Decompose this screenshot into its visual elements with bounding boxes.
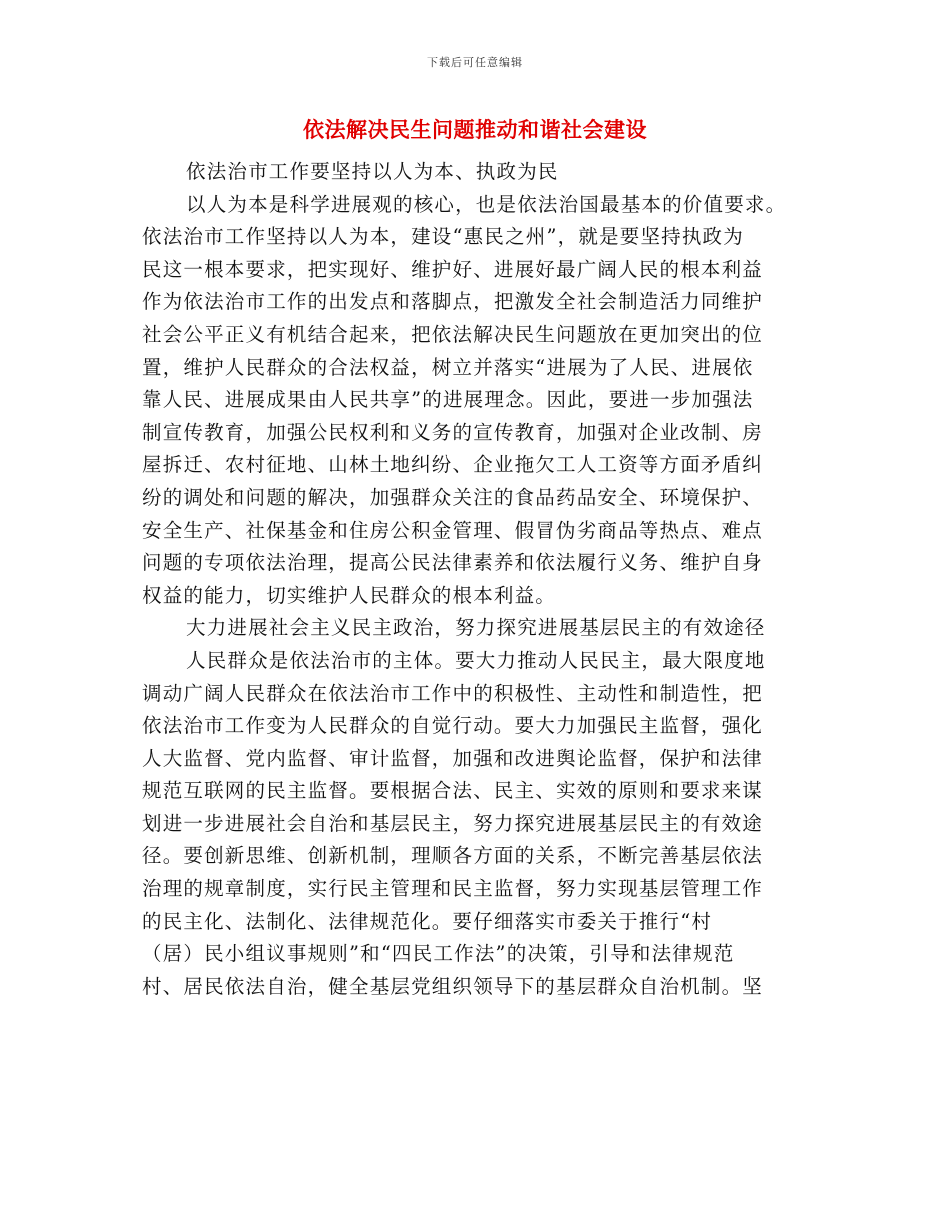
paragraph-line: 民这一根本要求，把实现好、维护好、进展好最广阔人民的根本利益 [142, 257, 764, 281]
paragraph-line: 作为依法治市工作的出发点和落脚点，把激发全社会制造活力同维护 [142, 290, 764, 314]
paragraph-line: 村、居民依法自治，健全基层党组织领导下的基层群众自治机制。坚 [142, 974, 764, 998]
paragraph-line: 人大监督、党内监督、审计监督，加强和改进舆论监督，保护和法律 [142, 746, 764, 770]
paragraph-line: 依法治市工作变为人民群众的自觉行动。要大力加强民主监督，强化 [142, 714, 764, 738]
paragraph-line: 置，维护人民群众的合法权益，树立并落实“进展为了人民、进展依 [142, 355, 754, 379]
paragraph-line: 划进一步进展社会自治和基层民主，努力探究进展基层民主的有效途 [142, 811, 764, 835]
paragraph-line: 依法治市工作坚持以人为本，建设“惠民之州”，就是要坚持执政为 [142, 225, 744, 249]
document-body [142, 156, 802, 1003]
section-heading-line: 大力进展社会主义民主政治，努力探究进展基层民主的有效途径 [186, 616, 766, 640]
paragraph-line: 问题的专项依法治理，提高公民法律素养和依法履行义务、维护自身 [142, 551, 764, 575]
section-heading-line: 依法治市工作要坚持以人为本、执政为民 [186, 160, 559, 183]
paragraph-line: 的民主化、法制化、法律规范化。要仔细落实市委关于推行“村 [142, 909, 713, 933]
document-title: 依法解决民生问题推动和谐社会建设 [303, 117, 647, 142]
paragraph-line: 纷的调处和问题的解决，加强群众关注的食品药品安全、环境保护、 [142, 485, 764, 509]
paragraph-line: 径。要创新思维、创新机制，理顺各方面的关系，不断完善基层依法 [142, 844, 764, 868]
paragraph-line: 安全生产、社保基金和住房公积金管理、假冒伪劣商品等热点、难点 [142, 518, 764, 542]
paragraph-line: 屋拆迁、农村征地、山林土地纠纷、企业拖欠工人工资等方面矛盾纠 [142, 453, 764, 477]
paragraph-line: （居）民小组议事规则”和“四民工作法”的决策，引导和法律规范 [142, 942, 735, 966]
paragraph-line: 人民群众是依法治市的主体。要大力推动人民民主，最大限度地 [186, 648, 766, 672]
paragraph-line: 靠人民、进展成果由人民共享”的进展理念。因此，要进一步加强法 [142, 388, 754, 412]
paragraph-line: 社会公平正义有机结合起来，把依法解决民生问题放在更加突出的位 [142, 322, 764, 346]
paragraph-line: 制宣传教育，加强公民权利和义务的宣传教育，加强对企业改制、房 [142, 420, 764, 444]
paragraph-line: 治理的规章制度，实行民主管理和民主监督，努力实现基层管理工作 [142, 877, 764, 901]
page-header-note: 下载后可任意编辑 [427, 56, 523, 69]
paragraph-line: 权益的能力，切实维护人民群众的根本利益。 [142, 583, 557, 607]
paragraph-line: 调动广阔人民群众在依法治市工作中的积极性、主动性和制造性，把 [142, 681, 764, 705]
paragraph-line: 规范互联网的民主监督。要根据合法、民主、实效的原则和要求来谋 [142, 779, 764, 803]
paragraph-line: 以人为本是科学进展观的核心，也是依法治国最基本的价值要求。 [186, 192, 787, 216]
